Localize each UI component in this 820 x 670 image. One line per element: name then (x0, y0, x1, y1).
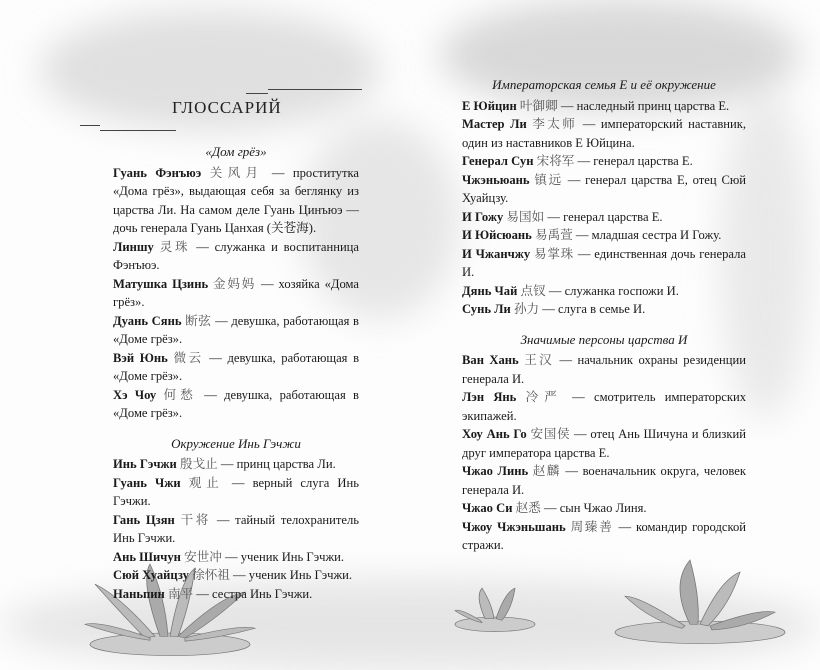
entry-name: И Чжанчжу (462, 246, 531, 261)
entry-description: — смотритель императорских экипажей. (462, 390, 746, 423)
entry-name: Гань Цзян (113, 512, 175, 527)
decorative-rule (246, 93, 268, 94)
entry-chinese: 干将 (180, 512, 212, 527)
entry-description: — ученик Инь Гэчжи. (233, 568, 353, 582)
entry-description: — принц царства Ли. (220, 457, 336, 471)
entry-name: Инь Гэчжи (113, 457, 177, 471)
entry-chinese: 何愁 (163, 387, 197, 402)
entry-chinese: 周臻善 (570, 519, 614, 534)
glossary-entry (462, 97, 746, 116)
entry-chinese: 微云 (173, 350, 204, 365)
entry-description: — верный слуга Инь Гэчжи. (113, 475, 360, 508)
entry-chinese: 徐怀祖 (192, 568, 230, 582)
entry-name: Гуань Фэнъюэ (113, 165, 202, 180)
glossary-entry (113, 548, 359, 567)
entry-chinese: 冷严 (525, 390, 563, 404)
glossary-entry (462, 171, 746, 208)
entry-chinese: 易掌珠 (534, 246, 574, 261)
entry-description: — отец Ань Шичуна и близкий друг императора царства Е. (462, 427, 746, 460)
entry-description: — начальник охраны резиденции генерала И. (462, 353, 746, 386)
right-page (410, 0, 820, 662)
entry-chinese: 叶御卿 (519, 98, 558, 113)
entry-description: — служанка госпожи И. (548, 283, 679, 298)
entry-name: Ань Шичун (113, 549, 181, 564)
entry-description: — генерал царства Е. (577, 154, 693, 168)
section-heading: Окружение Инь Гэчжи (171, 435, 301, 451)
entry-name: Чжао Си (462, 501, 513, 515)
entry-chinese: 观止 (188, 475, 224, 490)
entry-name: Хоу Ань Го (462, 427, 527, 441)
entry-name: Дуань Сянь (113, 313, 182, 328)
glossary-entry (113, 386, 359, 423)
entry-name: Е Юйцин (462, 98, 517, 113)
entry-name: Хэ Чоу (113, 387, 157, 402)
entry-description: — хозяйка «Дома грёз». (113, 276, 360, 309)
entry-description: — генерал царства Е, отец Сюй Хуайцзу. (462, 172, 746, 205)
glossary-entry (462, 300, 746, 319)
glossary-entry (462, 152, 746, 171)
entry-chinese: 安世冲 (184, 549, 222, 564)
entry-name: Линшу (113, 239, 154, 254)
entry-name: Сунь Ли (462, 302, 511, 316)
entry-chinese: 关风月 (209, 165, 264, 180)
glossary-entry (113, 238, 359, 275)
glossary-entry (462, 245, 746, 282)
glossary-entry (113, 566, 359, 585)
decorative-rule (80, 125, 100, 126)
entry-chinese: 南平 (167, 586, 194, 601)
glossary-column (113, 143, 359, 603)
entry-chinese: 殷戈止 (179, 457, 218, 471)
entry-name: Дянь Чай (462, 283, 518, 298)
entry-description: — служанка и воспитанница Фэнъюэ. (113, 239, 360, 272)
decorative-rule (100, 130, 176, 131)
entry-description: — девушка, работающая в «Доме грёз». (113, 313, 359, 346)
page-title: ГЛОССАРИЙ (172, 98, 282, 117)
section-heading: Императорская семья Е и её окружение (492, 77, 716, 92)
entry-name: Сюй Хуайцзу (113, 568, 189, 582)
entry-name: Чжоу Чжэньшань (462, 519, 566, 534)
entry-chinese: 赵麟 (532, 464, 561, 478)
entry-name: Мастер Ли (462, 117, 527, 131)
entry-chinese: 赵悉 (515, 501, 541, 515)
entry-chinese: 镇远 (534, 172, 563, 187)
entry-description: — генерал царства Е. (547, 209, 663, 224)
entry-description: — командир городской стражи. (462, 519, 746, 552)
entry-description: — сестра Инь Гэчжи. (196, 586, 313, 601)
glossary-entry (462, 462, 746, 499)
glossary-entry (462, 282, 746, 301)
entry-name: Матушка Цзинь (113, 276, 209, 291)
glossary-entry (113, 474, 359, 511)
entry-chinese: 金妈妈 (213, 276, 257, 291)
glossary-entry (113, 585, 359, 604)
glossary-entry (462, 499, 746, 518)
entry-description: — девушка, работающая в «Доме грёз». (113, 387, 359, 420)
entry-name: Ван Хань (462, 353, 519, 367)
entry-chinese: 易国如 (506, 209, 545, 224)
entry-name: Чжао Линь (462, 464, 529, 478)
glossary-entry (113, 349, 359, 386)
glossary-entry (462, 115, 746, 152)
entry-name: Гуань Чжи (113, 475, 181, 490)
glossary-entry (113, 312, 359, 349)
glossary-entry (462, 226, 746, 245)
entry-name: Лэн Янь (462, 390, 517, 404)
entry-chinese: 易禹萱 (534, 228, 573, 242)
entry-chinese: 灵珠 (159, 239, 191, 254)
glossary-column (462, 76, 746, 555)
glossary-entry (462, 388, 746, 425)
glossary-entry (462, 518, 746, 555)
entry-description: — единственная дочь генерала И. (462, 246, 747, 279)
entry-name: Чжэньюань (462, 172, 530, 187)
entry-description: — проститутка «Дома грёз», выдающая себя за беглянку из царства Ли. На самом деле Гуань Цинъюэ — дочь генерала Гуань Цанхая (关苍海). (113, 165, 360, 235)
entry-description: — сын Чжао Линя. (543, 501, 647, 515)
entry-description: — младшая сестра И Гожу. (575, 228, 722, 242)
entry-name: И Гожу (462, 209, 504, 224)
entry-chinese: 点钗 (520, 283, 546, 298)
entry-description: — наследный принц царства Е. (560, 98, 730, 113)
entry-description: — военачальник округа, человек генерала И. (462, 464, 746, 497)
glossary-entry (113, 455, 359, 474)
section-heading: Значимые персоны царства И (520, 331, 688, 347)
entry-name: И Юйсюань (462, 228, 532, 242)
glossary-entry (462, 208, 746, 227)
glossary-entry (113, 275, 359, 312)
entry-chinese: 宋将军 (536, 154, 575, 168)
entry-description: — императорский наставник, один из наставников Е Юйцина. (462, 117, 747, 150)
glossary-entry (113, 164, 359, 238)
entry-name: Генерал Сун (462, 154, 534, 168)
entry-chinese: 李太师 (532, 117, 578, 131)
entry-description: — тайный телохранитель Инь Гэчжи. (113, 512, 360, 545)
entry-name: Вэй Юнь (113, 350, 168, 365)
entry-description: — ученик Инь Гэчжи. (225, 549, 345, 564)
glossary-entry (113, 511, 359, 548)
entry-description: — слуга в семье И. (542, 302, 646, 316)
entry-chinese: 安国侯 (530, 427, 571, 441)
entry-description: — девушка, работающая в «Доме грёз». (113, 350, 360, 383)
left-page (0, 0, 410, 662)
decorative-rule (268, 89, 362, 90)
entry-chinese: 孙力 (513, 302, 540, 316)
entry-chinese: 王汉 (524, 353, 554, 367)
entry-chinese: 断弦 (185, 313, 212, 328)
entry-name: Наньпин (113, 586, 165, 601)
section-heading: «Дом грёз» (205, 144, 267, 159)
glossary-entry (462, 425, 746, 462)
glossary-entry (462, 351, 746, 388)
